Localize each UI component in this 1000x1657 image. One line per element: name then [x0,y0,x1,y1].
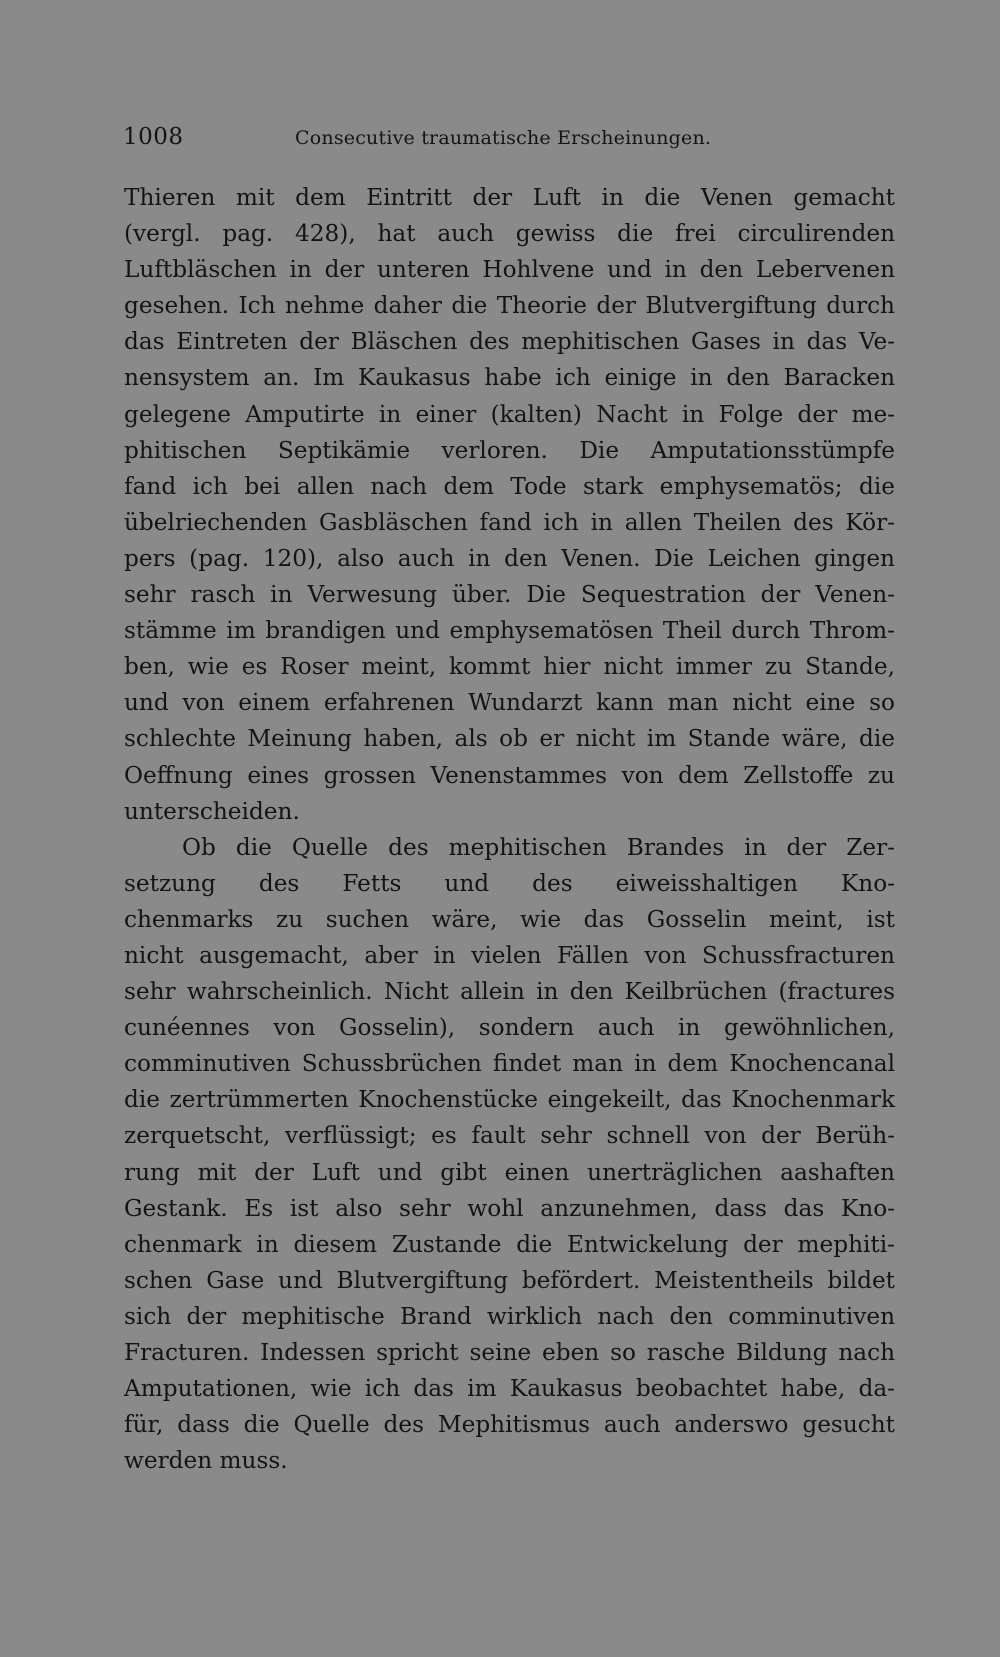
body-text [124,180,895,1479]
text-line: zerquetscht, verflüssigt; es fault sehr schnell von der Berüh- [124,1122,895,1150]
text-line: Luftbläschen in der unteren Hohlvene und in den Lebervenen [124,256,895,284]
text-line: gelegene Amputirte in einer (kalten) Nacht in Folge der me- [124,400,895,428]
text-line: sehr rasch in Verwesung über. Die Sequestration der Venen- [124,581,895,609]
text-line: das Eintreten der Bläschen des mephitischen Gases in das Ve- [124,328,895,356]
text-line: für, dass die Quelle des Mephitismus auch anderswo gesucht [124,1411,895,1439]
text-line: nensystem an. Im Kaukasus habe ich einige in den Baracken [124,364,895,392]
text-line: Amputationen, wie ich das im Kaukasus beobachtet habe, da- [124,1375,895,1403]
text-line: ben, wie es Roser meint, kommt hier nicht immer zu Stande, [124,653,895,681]
text-line: chenmarks zu suchen wäre, wie das Gosselin meint, ist [124,905,895,933]
text-line: pers (pag. 120), also auch in den Venen. Die Leichen gingen [124,544,895,572]
text-line: Thieren mit dem Eintritt der Luft in die Venen gemacht [124,184,895,211]
text-line: und von einem erfahrenen Wundarzt kann man nicht eine so [124,689,895,717]
page-header [123,124,903,160]
text-line: nicht ausgemacht, aber in vielen Fällen von Schussfracturen [124,941,895,969]
text-line: unterscheiden. [124,797,300,825]
running-title: Consecutive traumatische Erscheinungen. [295,127,712,149]
text-line: fand ich bei allen nach dem Tode stark emphysematös; die [124,472,895,500]
text-line: cunéennes von Gosselin), sondern auch in gewöhnlichen, [124,1014,895,1042]
text-line: (vergl. pag. 428), hat auch gewiss die frei circulirenden [124,220,895,248]
text-line: Fracturen. Indessen spricht seine eben so rasche Bildung nach [124,1339,895,1366]
paragraph-1 [124,180,895,830]
text-line: setzung des Fetts und des eiweisshaltigen Kno- [124,869,895,897]
text-line: phitischen Septikämie verloren. Die Amputationsstümpfe [124,436,895,464]
text-line: die zertrümmerten Knochenstücke eingekeilt, das Knochenmark [124,1086,895,1114]
text-line: comminutiven Schussbrüchen findet man in dem Knochencanal [124,1050,895,1078]
text-line: schlechte Meinung haben, als ob er nicht im Stande wäre, die [124,725,895,753]
text-line: chenmark in diesem Zustande die Entwickelung der mephiti- [124,1230,895,1258]
paragraph-2 [124,830,895,1480]
text-line: stämme im brandigen und emphysematösen Theil durch Throm- [124,617,895,645]
text-line: Oeffnung eines grossen Venenstammes von dem Zellstoffe zu [124,761,895,789]
text-line: Gestank. Es ist also sehr wohl anzunehmen, dass das Kno- [124,1194,895,1222]
text-line: gesehen. Ich nehme daher die Theorie der Blutvergiftung durch [124,292,895,320]
text-line: Ob die Quelle des mephitischen Brandes in der Zer- [182,833,895,861]
text-line: schen Gase und Blutvergiftung befördert. Meistentheils bildet [124,1266,895,1294]
text-line: werden muss. [124,1447,288,1475]
page-number: 1008 [123,124,184,150]
text-line: sehr wahrscheinlich. Nicht allein in den Keilbrüchen (fractures [124,978,895,1006]
text-line: übelriechenden Gasbläschen fand ich in allen Theilen des Kör- [124,508,895,536]
text-line: rung mit der Luft und gibt einen unerträglichen aashaften [124,1158,895,1186]
text-line: sich der mephitische Brand wirklich nach den comminutiven [124,1302,895,1330]
